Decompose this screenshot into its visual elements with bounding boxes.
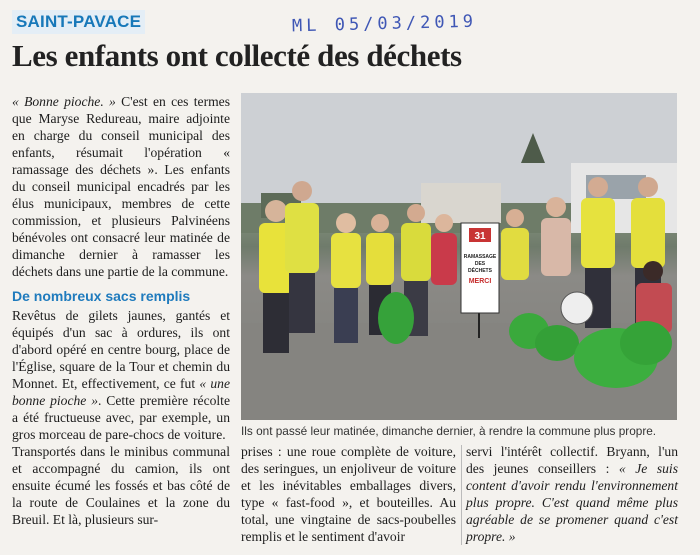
- sign-line-3: DÉCHETS: [468, 268, 492, 274]
- sign-number: 31: [474, 231, 486, 242]
- intro-paragraph: [12, 93, 230, 280]
- handwritten-date-stamp: ML 05/03/2019: [291, 11, 478, 37]
- column-3-text: [466, 443, 678, 545]
- intro-text: C'est en ces termes que Maryse Redureau, maire adjointe en charge du conseil municipal des enfants, résumait l'opération « ramassage des déchets ». Les enfants du conseil municipal encadrés par les élus municipaux, membres de cette commission, et plusieurs Palvinéens bénévoles ont consacré leur matinée de dimanche dernier à ramasser les déchets dans une partie de la commune.: [12, 94, 230, 279]
- subheading: De nombreux sacs remplis: [12, 288, 191, 304]
- intro-quote: « Bonne pioche. »: [12, 94, 116, 109]
- article-column-2: [241, 443, 456, 545]
- photo-illustration: [241, 93, 677, 420]
- group-photo: [241, 93, 677, 420]
- column-divider: [461, 445, 462, 545]
- paragraph-3: Transportés dans le minibus communal et accompagné du camion, ils ont ensuite écumé les fossés et bas côté de la route de Coulaines et la zone du Breuil. Et là, plusieurs sur-: [12, 444, 230, 527]
- paragraph-2-text-a: Revêtus de gilets jaunes, gantés et équipés d'un sac à ordures, ils ont d'abord opéré en centre bourg, place de l'Église, square de la Tour et chemin du Monnet. Et, effectivement, ce fut: [12, 308, 230, 391]
- paragraph-2-text-b: . Cette première récolte a été fructueuse avec, par exemple, un gros morceau de pare-chocs de voiture.: [12, 393, 230, 442]
- section-rubric: SAINT-PAVACE: [12, 10, 145, 34]
- article-column-3: [466, 443, 678, 545]
- paragraph-2-quote: « une bonne pioche »: [12, 376, 230, 408]
- headline: Les enfants ont collecté des déchets: [12, 38, 462, 73]
- column-3-text-a: servi l'intérêt collectif. Bryann, l'un des jeunes conseillers :: [466, 444, 678, 476]
- sign-line-1: RAMASSAGE: [463, 254, 497, 260]
- cleanup-sign: [461, 223, 499, 338]
- photo-caption: Ils ont passé leur matinée, dimanche dernier, à rendre la commune plus propre.: [241, 424, 657, 438]
- column-2-text: prises : une roue complète de voiture, des seringues, un enjoliveur de voiture et les inévitables emballages divers, type « fast-food », et bouteilles. Au total, une vingtaine de sacs-poubelles remplis et le sentiment d'avoir: [241, 444, 456, 544]
- sign-line-4: MERCI: [468, 278, 492, 285]
- column-3-quote: « Je suis content d'avoir rendu l'environnement plus propre. C'est quand même plus agréable de se promener quand c'est propre. »: [466, 461, 678, 544]
- article-column-1: [12, 93, 230, 528]
- paragraph-2: [12, 307, 230, 443]
- sign-line-2: DES: [474, 261, 486, 267]
